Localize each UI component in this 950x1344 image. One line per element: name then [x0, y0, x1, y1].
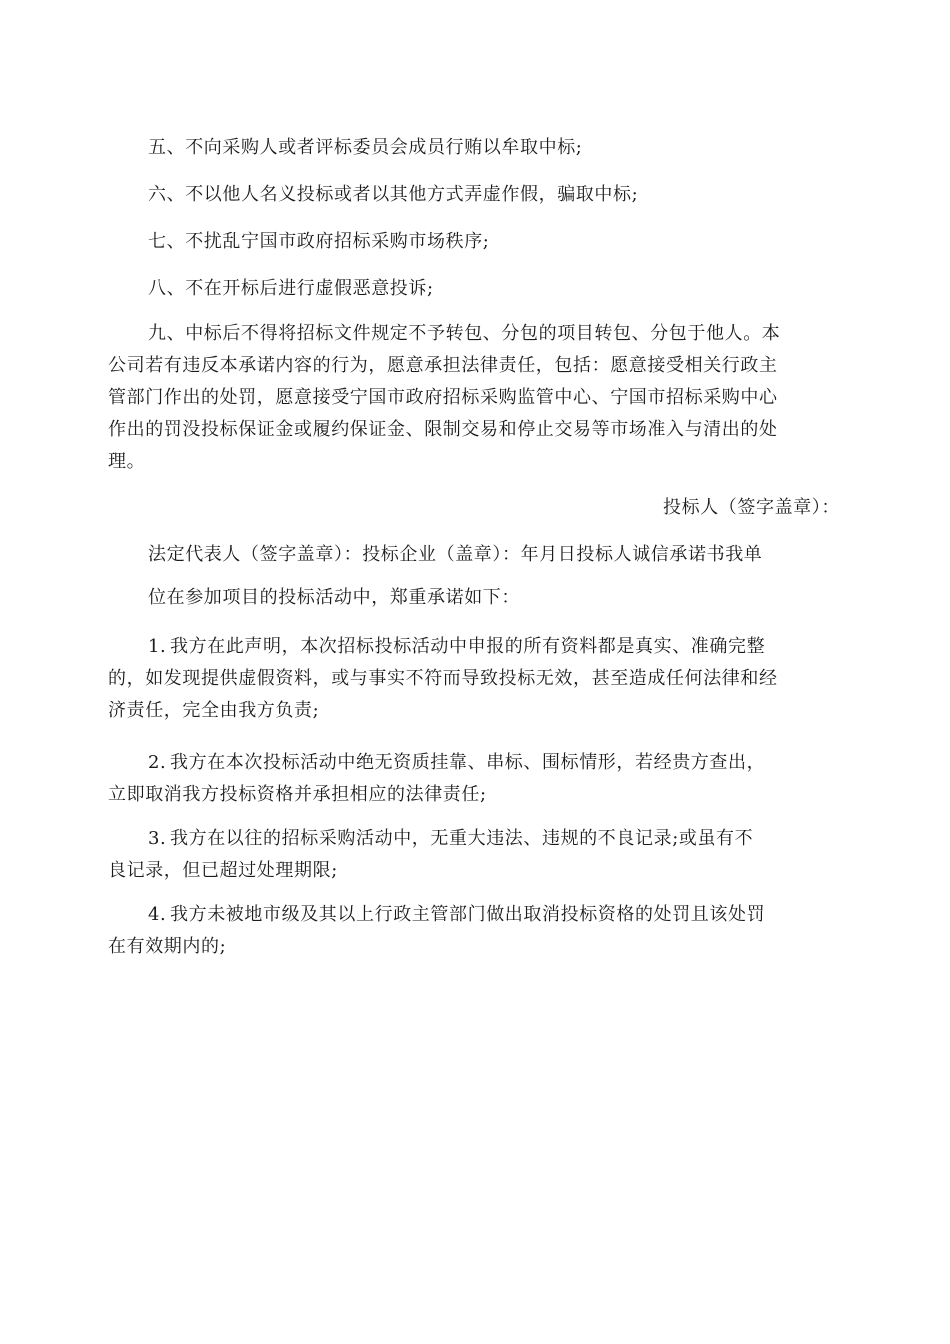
numbered-line: 立即取消我方投标资格并承担相应的法律责任;: [108, 784, 487, 805]
paragraph-item-5: [108, 130, 840, 165]
numbered-item-3: [108, 823, 840, 887]
item-number: 3.: [148, 828, 167, 849]
paragraph-item-7: [108, 224, 840, 259]
numbered-line: [108, 823, 840, 855]
paragraph-item-8: [108, 271, 840, 306]
numbered-item-4: [108, 899, 840, 963]
paragraph-text: 七、不扰乱宁国市政府招标采购市场秩序;: [148, 231, 490, 252]
numbered-item-1: [108, 631, 840, 727]
numbered-line: [108, 747, 840, 779]
signature-legal-rep-text: 法定代表人（签字盖章）：投标企业（盖章）：年月日投标人诚信承诺书我单: [148, 544, 763, 565]
numbered-line: 在有效期内的;: [108, 936, 227, 957]
paragraph-item-6: [108, 177, 840, 212]
paragraph-line: 九、中标后不得将招标文件规定不予转包、分包的项目转包、分包于他人。本: [148, 323, 781, 344]
signature-bidder-text: 投标人（签字盖章）：: [663, 497, 840, 518]
numbered-line: 济责任，完全由我方负责;: [108, 700, 320, 721]
numbered-line: [108, 631, 840, 663]
item-number: 2.: [148, 752, 167, 773]
paragraph-line: 作出的罚没投标保证金或履约保证金、限制交易和停止交易等市场准入与清出的处: [108, 419, 778, 440]
intro-text: 位在参加项目的投标活动中，郑重承诺如下：: [148, 587, 520, 608]
numbered-line: [108, 899, 840, 931]
item-number: 1.: [148, 636, 167, 657]
paragraph-line: 公司若有违反本承诺内容的行为，愿意承担法律责任，包括：愿意接受相关行政主: [108, 355, 778, 376]
item-number: 4.: [148, 904, 167, 925]
signature-legal-rep: [108, 537, 840, 572]
numbered-line: 良记录，但已超过处理期限;: [108, 860, 338, 881]
paragraph-line: 理。: [108, 451, 146, 472]
intro-paragraph: [108, 580, 840, 615]
paragraph-text: 五、不向采购人或者评标委员会成员行贿以牟取中标;: [148, 137, 583, 158]
paragraph-item-9: [108, 318, 840, 478]
signature-bidder: [108, 490, 840, 525]
document-body: [108, 130, 840, 975]
item-text: 我方未被地市级及其以上行政主管部门做出取消投标资格的处罚且该处罚: [170, 904, 766, 925]
item-text: 我方在本次投标活动中绝无资质挂靠、串标、围标情形，若经贵方查出，: [170, 752, 766, 773]
numbered-line: 的，如发现提供虚假资料，或与事实不符而导致投标无效，甚至造成任何法律和经: [108, 668, 778, 689]
paragraph-line: 管部门作出的处罚，愿意接受宁国市政府招标采购监管中心、宁国市招标采购中心: [108, 387, 778, 408]
numbered-item-2: [108, 747, 840, 811]
paragraph-text: 八、不在开标后进行虚假恶意投诉;: [148, 278, 434, 299]
item-text: 我方在此声明，本次招标投标活动中申报的所有资料都是真实、准确完整: [170, 636, 766, 657]
paragraph-text: 六、不以他人名义投标或者以其他方式弄虚作假，骗取中标;: [148, 184, 639, 205]
item-text: 我方在以往的招标采购活动中，无重大违法、违规的不良记录;或虽有不: [170, 828, 754, 849]
